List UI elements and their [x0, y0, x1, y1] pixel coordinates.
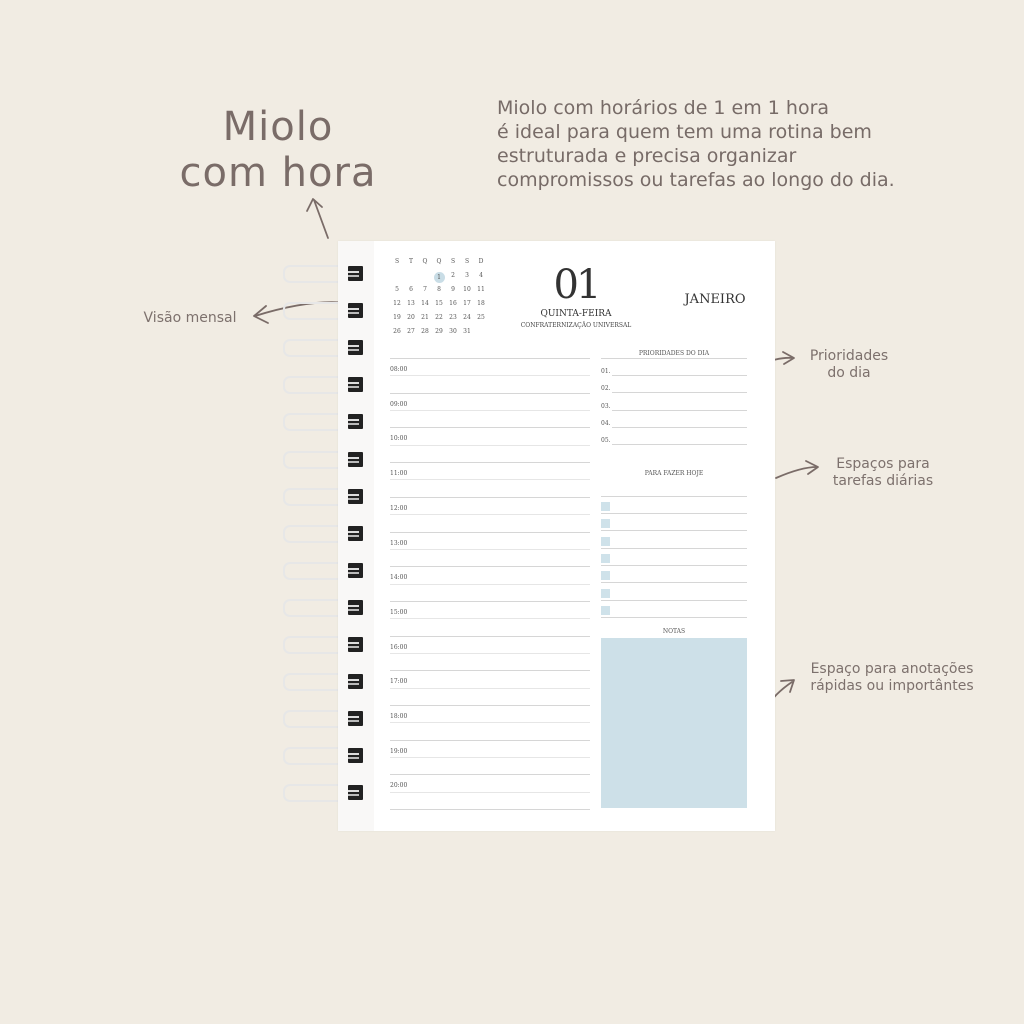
annotation-line: Espaços para [836, 456, 930, 472]
annotation-line: Espaço para anotações [810, 661, 974, 677]
hour-line [390, 601, 590, 602]
calendar-weekday: S [450, 258, 456, 265]
todo-title: PARA FAZER HOJE [644, 470, 704, 477]
annotation-prioridades [784, 348, 914, 382]
calendar-day[interactable]: 12 [393, 300, 401, 307]
calendar-day[interactable]: 25 [477, 314, 485, 321]
annotation-line: tarefas diárias [832, 473, 934, 489]
priority-line[interactable] [612, 375, 747, 376]
calendar-day[interactable]: 20 [407, 314, 415, 321]
priority-number: 02. [601, 385, 611, 393]
hour-label: 14:00 [390, 574, 408, 582]
calendar-day[interactable]: 6 [409, 286, 413, 293]
description-line: compromissos ou tarefas ao longo do dia. [497, 169, 895, 191]
half-hour-line [390, 792, 590, 793]
hour-line [390, 636, 590, 637]
annotation-visao-mensal: Visão mensal [143, 310, 237, 326]
half-hour-line [390, 410, 590, 411]
calendar-day[interactable]: 18 [477, 300, 485, 307]
spiral-hole [348, 563, 363, 578]
todo-checkbox[interactable] [601, 554, 610, 563]
calendar-day[interactable]: 22 [435, 314, 443, 321]
hour-label: 13:00 [390, 539, 408, 547]
annotation-line: rápidas ou importântes [810, 678, 974, 694]
calendar-day[interactable]: 9 [451, 286, 455, 293]
spiral-hole [348, 637, 363, 652]
calendar-weekday: Q [436, 258, 442, 265]
priority-number: 03. [601, 402, 611, 410]
hour-line [390, 462, 590, 463]
description [497, 96, 977, 192]
description-line: Miolo com horários de 1 em 1 hora [497, 97, 830, 119]
notes-title: NOTAS [662, 628, 686, 635]
hour-label: 10:00 [390, 435, 408, 443]
todo-line[interactable] [601, 530, 747, 531]
half-hour-line [390, 722, 590, 723]
calendar-day[interactable]: 1 [434, 272, 445, 283]
todo-line[interactable] [601, 513, 747, 514]
hour-label: 11:00 [390, 470, 408, 478]
hour-line [390, 358, 590, 359]
half-hour-line [390, 618, 590, 619]
hour-line [390, 532, 590, 533]
calendar-day[interactable]: 21 [421, 314, 429, 321]
half-hour-line [390, 688, 590, 689]
calendar-day[interactable]: 4 [479, 272, 483, 279]
calendar-day[interactable]: 29 [435, 328, 443, 335]
priority-number: 01. [601, 368, 611, 375]
calendar-day[interactable]: 5 [395, 286, 399, 293]
hour-line [390, 705, 590, 706]
hour-label: 09:00 [390, 400, 408, 408]
todo-line[interactable] [601, 600, 747, 601]
half-hour-line [390, 653, 590, 654]
calendar-day[interactable]: 27 [407, 328, 415, 335]
hour-line [390, 670, 590, 671]
spiral-hole [348, 711, 363, 726]
hour-line [390, 393, 590, 394]
half-hour-line [390, 549, 590, 550]
hour-line [390, 566, 590, 567]
hour-label: 08:00 [390, 366, 408, 373]
priority-line[interactable] [612, 410, 747, 411]
todo-line[interactable] [601, 565, 747, 566]
calendar-day[interactable]: 13 [407, 300, 415, 307]
heading-line-1: Miolo [222, 104, 334, 150]
priority-number: 04. [601, 419, 611, 427]
todo-checkbox[interactable] [601, 606, 610, 615]
calendar-day[interactable]: 2 [451, 272, 455, 279]
hour-label: 20:00 [390, 782, 408, 790]
spiral-hole [348, 674, 363, 689]
hour-label: 16:00 [390, 643, 408, 651]
todo-checkbox[interactable] [601, 502, 610, 511]
priority-line[interactable] [612, 392, 747, 393]
hour-label: 15:00 [390, 608, 408, 616]
spiral-hole [348, 600, 363, 615]
hour-line [390, 809, 590, 810]
spiral-hole [348, 748, 363, 763]
hour-line [390, 740, 590, 741]
hour-label: 18:00 [390, 713, 408, 720]
priority-top-line [601, 358, 747, 359]
spiral-hole [348, 266, 363, 281]
description-line: estruturada e precisa organizar [497, 145, 797, 167]
calendar-day[interactable]: 8 [437, 286, 441, 293]
calendar-day[interactable]: 30 [449, 328, 457, 335]
calendar-day[interactable]: 31 [463, 328, 471, 335]
calendar-weekday: D [478, 258, 484, 265]
priority-line[interactable] [612, 444, 747, 445]
annotation-notas [782, 661, 1002, 695]
annotation-line: Prioridades [809, 348, 889, 364]
half-hour-line [390, 757, 590, 758]
todo-top-line [601, 496, 747, 497]
spiral-hole [348, 489, 363, 504]
calendar-day[interactable]: 3 [465, 272, 469, 279]
annotation-tarefas [808, 456, 958, 490]
annotation-line: do dia [827, 365, 871, 381]
spiral-hole [348, 785, 363, 800]
todo-checkbox[interactable] [601, 571, 610, 580]
calendar-weekday: T [408, 258, 413, 265]
priority-number: 05. [601, 437, 611, 445]
priorities-title: PRIORIDADES DO DIA [638, 350, 710, 357]
hour-label: 19:00 [390, 747, 408, 755]
calendar-day[interactable]: 15 [435, 300, 443, 307]
calendar-day[interactable]: 26 [393, 328, 401, 335]
spiral-hole [348, 377, 363, 392]
heading-title [160, 104, 396, 196]
spiral-hole [348, 526, 363, 541]
calendar-weekday: S [394, 258, 400, 265]
half-hour-line [390, 584, 590, 585]
priority-line[interactable] [612, 427, 747, 428]
holiday-label: CONFRATERNIZAÇÃO UNIVERSAL [520, 322, 632, 329]
spiral-hole [348, 303, 363, 318]
todo-line[interactable] [601, 582, 747, 583]
weekday-label: QUINTA-FEIRA [540, 309, 612, 319]
month-label: JANEIRO [684, 292, 746, 307]
todo-line[interactable] [601, 548, 747, 549]
heading-line-2: com hora [179, 150, 377, 196]
half-hour-line [390, 479, 590, 480]
todo-checkbox[interactable] [601, 537, 610, 546]
hour-line [390, 774, 590, 775]
arrow-up-icon [307, 199, 328, 238]
todo-checkbox[interactable] [601, 519, 610, 528]
calendar-day[interactable]: 19 [393, 314, 401, 321]
half-hour-line [390, 445, 590, 446]
description-line: é ideal para quem tem uma rotina bem [497, 121, 872, 143]
calendar-day[interactable]: 28 [421, 328, 429, 335]
calendar-day[interactable]: 7 [423, 286, 427, 293]
calendar-weekday: S [464, 258, 470, 265]
todo-checkbox[interactable] [601, 589, 610, 598]
calendar-day[interactable]: 11 [477, 286, 485, 293]
hour-line [390, 497, 590, 498]
calendar-day[interactable]: 24 [463, 314, 471, 321]
calendar-day[interactable]: 17 [463, 300, 471, 307]
spiral-hole [348, 340, 363, 355]
calendar-weekday: Q [422, 258, 428, 265]
calendar-day[interactable]: 14 [421, 300, 429, 307]
calendar-day[interactable]: 16 [449, 300, 457, 307]
calendar-day[interactable]: 23 [449, 314, 457, 321]
todo-line[interactable] [601, 617, 747, 618]
half-hour-line [390, 375, 590, 376]
day-number: 01 [553, 262, 599, 308]
notes-area[interactable] [601, 638, 747, 808]
hour-line [390, 427, 590, 428]
calendar-day[interactable]: 10 [463, 286, 471, 293]
spiral-hole [348, 452, 363, 467]
half-hour-line [390, 514, 590, 515]
spiral-hole [348, 414, 363, 429]
hour-label: 12:00 [390, 504, 408, 512]
hour-label: 17:00 [390, 678, 408, 686]
